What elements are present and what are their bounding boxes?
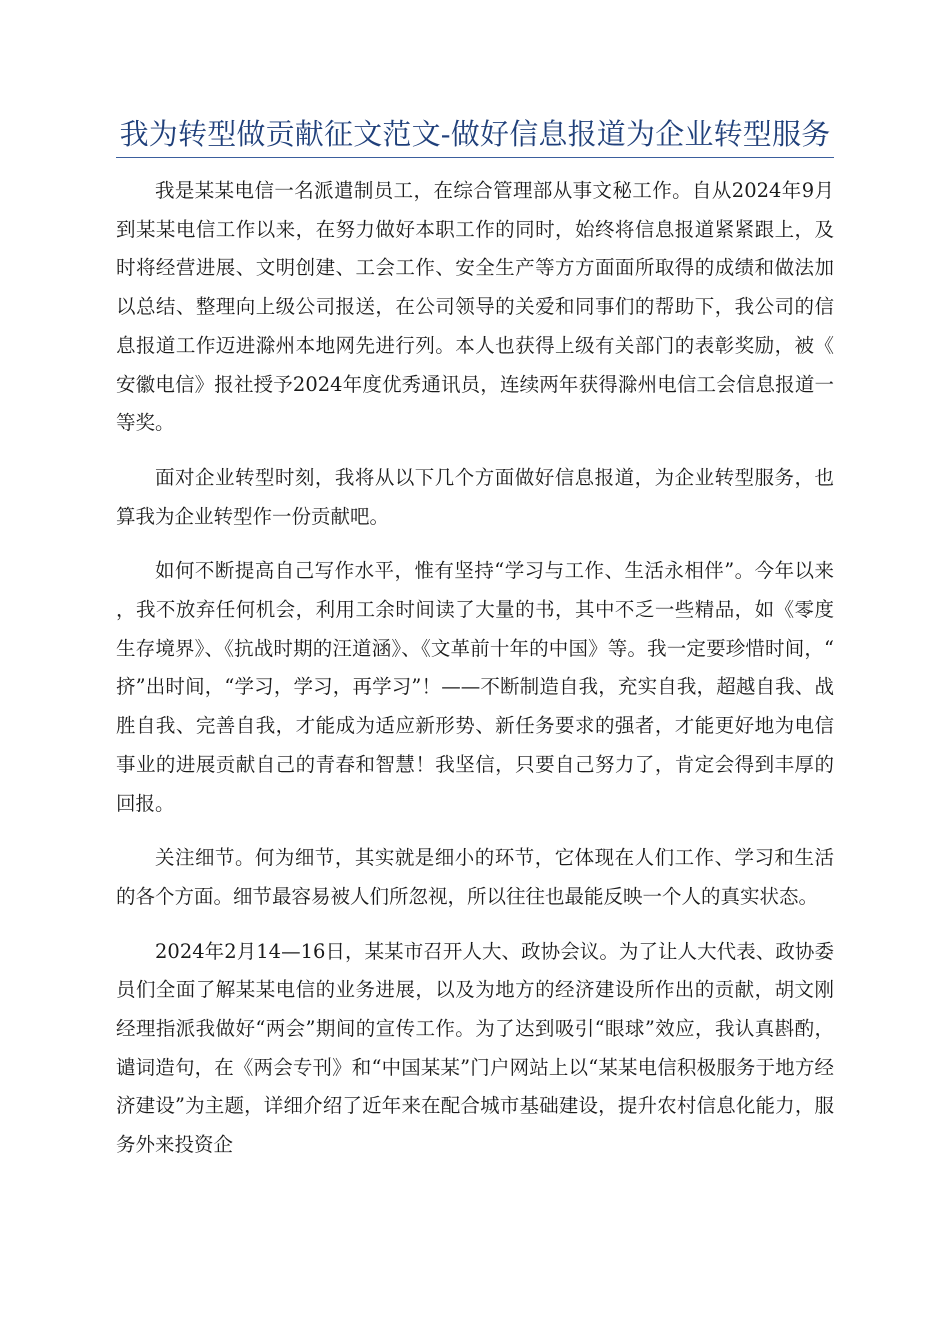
paragraph: 2024年2月14—16日，某某市召开人大、政协会议。为了让人大代表、政协委员们全面了解某某电信的业务进展，以及为地方的经济建设所作出的贡献，胡文刚经理指派我做好“两会”期间的宣传工作。为了达到吸引“眼球”效应，我认真斟酌，谴词造句，在《两会专刊》和“中国某某”门户网站上以“某某电信积极服务于地方经济建设”为主题，详细介绍了近年来在配合城市基础建设，提升农村信息化能力，服务外来投资企: [116, 939, 834, 1157]
paragraph: 面对企业转型时刻，我将从以下几个方面做好信息报道，为企业转型服务，也算我为企业转型作一份贡献吧。: [116, 465, 834, 528]
document-body: [116, 172, 834, 1181]
title-underline: [116, 157, 834, 158]
paragraph: 如何不断提高自己写作水平，惟有坚持“学习与工作、生活永相伴”。今年以来，我不放弃任何机会，利用工余时间读了大量的书，其中不乏一些精品，如《零度生存境界》、《抗战时期的汪道涵》、《文革前十年的中国》等。我一定要珍惜时间，“挤”出时间，“学习，学习，再学习”！——不断制造自我，充实自我，超越自我、战胜自我、完善自我，才能成为适应新形势、新任务要求的强者，才能更好地为电信事业的进展贡献自己的青春和智慧！我坚信，只要自己努力了，肯定会得到丰厚的回报。: [116, 559, 834, 815]
paragraph: 关注细节。何为细节，其实就是细小的环节，它体现在人们工作、学习和生活的各个方面。细节最容易被人们所忽视，所以往往也最能反映一个人的真实状态。: [116, 846, 834, 908]
document-title: 我为转型做贡献征文范文-做好信息报道为企业转型服务: [119, 117, 831, 151]
paragraph: 我是某某电信一名派遣制员工，在综合管理部从事文秘工作。自从2024年9月到某某电信工作以来，在努力做好本职工作的同时，始终将信息报道紧紧跟上，及时将经营进展、文明创建、工会工作、安全生产等方方面面所取得的成绩和做法加以总结、整理向上级公司报送，在公司领导的关爱和同事们的帮助下，我公司的信息报道工作迈进滁州本地网先进行列。本人也获得上级有关部门的表彰奖励，被《安徽电信》报社授予2024年度优秀通讯员，连续两年获得滁州电信工会信息报道一等奖。: [116, 179, 834, 435]
